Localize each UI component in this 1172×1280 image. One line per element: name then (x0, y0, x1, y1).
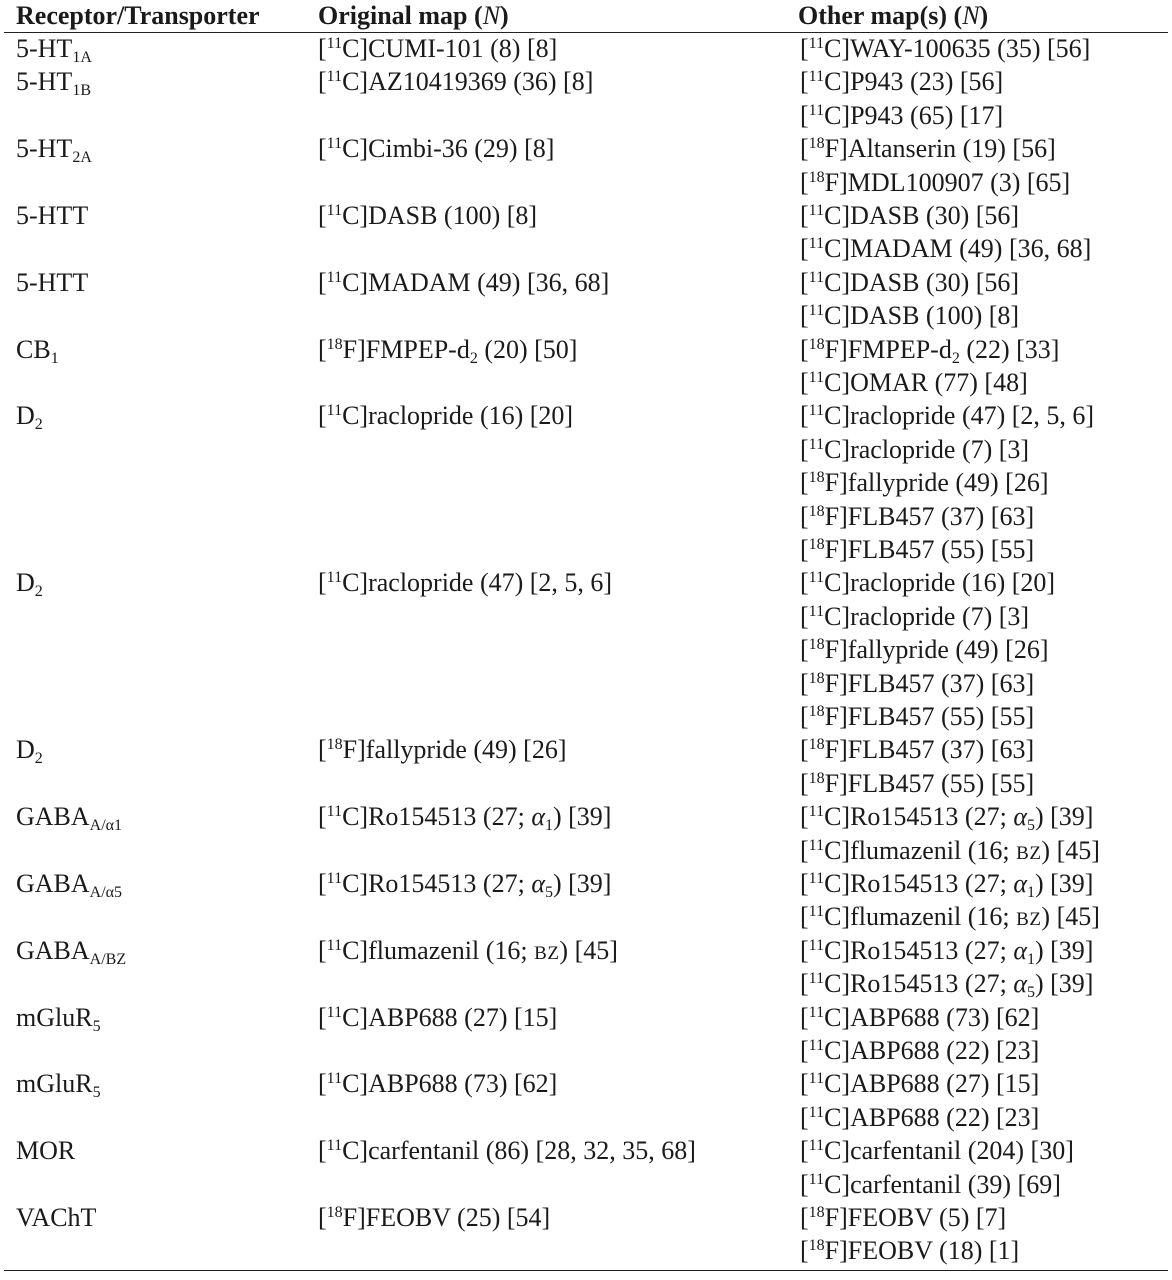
other-map-cell: [$^{18}$F]FLB457 (55) [55] (800, 768, 1035, 798)
other-map-cell: [$^{11}$C]Ro154513 (27; $\alpha_5$) [39] (800, 802, 1094, 835)
original-map-cell: $[^{18}F]FMPEP-d_2$ (20) [50] (318, 334, 578, 367)
receptor-cell: $CB_1$ (16, 334, 59, 367)
receptor-cell: $D_2$ (16, 568, 43, 601)
other-map-cell: [$^{18}$F]FLB457 (37) [63] (800, 668, 1035, 698)
other-map-cell: $[^{18}F]FMPEP-d_2$ (22) [33] (800, 334, 1060, 367)
other-map-cell: [$^{11}$C]Ro154513 (27; $\alpha_1$) [39] (800, 935, 1094, 968)
other-map-cell: [$^{11}$C]raclopride (47) [2, 5, 6] (800, 401, 1095, 431)
header-receptor (16, 0, 260, 31)
other-map-cell: [$^{11}$C]flumazenil (16; BZ) [45] (800, 902, 1100, 932)
original-map-cell: [$^{11}$C]MADAM (49) [36, 68] (318, 267, 610, 297)
other-map-cell: [$^{11}$C]raclopride (7) [3] (800, 434, 1030, 464)
receptor-cell: 5-HTT (16, 201, 89, 230)
other-map-cell: [$^{11}$C]MADAM (49) [36, 68] (800, 234, 1092, 264)
header-receptor-label: Receptor/Transporter (16, 1, 260, 30)
header-original-map: Original map (N) (318, 1, 509, 30)
other-map-cell: [$^{18}$F]MDL100907 (3) [65] (800, 167, 1071, 197)
other-map-cell: [$^{18}$F]FEOBV (5) [7] (800, 1203, 1007, 1232)
original-map-cell: [$^{11}$C]carfentanil (86) [28, 32, 35, 68] (318, 1136, 696, 1166)
original-map-cell: [$^{11}$C]Cimbi-36 (29) [8] (318, 134, 555, 164)
other-map-cell: [$^{11}$C]carfentanil (204) [30] (800, 1136, 1074, 1166)
other-map-cell: [$^{18}$F]Altanserin (19) [56] (800, 134, 1056, 164)
other-map-cell: [$^{11}$C]carfentanil (39) [69] (800, 1169, 1061, 1199)
other-map-cell: [$^{11}$C]ABP688 (73) [62] (800, 1002, 1040, 1032)
other-map-cell: [$^{11}$C]P943 (23) [56] (800, 67, 1004, 97)
original-map-cell: [$^{11}$C]ABP688 (27) [15] (318, 1002, 558, 1032)
original-map-cell: [$^{11}$C]ABP688 (73) [62] (318, 1069, 558, 1099)
other-map-cell: [$^{11}$C]ABP688 (27) [15] (800, 1069, 1040, 1099)
original-map-cell: [$^{11}$C]flumazenil (16; BZ) [45] (318, 935, 618, 965)
original-map-cell: [$^{11}$C]Ro154513 (27; $\alpha_5$) [39] (318, 869, 612, 901)
original-map-cell: [$^{11}$C]CUMI-101 (8) [8] (318, 34, 558, 63)
receptor-cell: $5-HT_{1A}$ (16, 34, 92, 66)
original-map-cell: [$^{11}$C]DASB (100) [8] (318, 201, 538, 230)
receptor-cell: $5-HT_{1B}$ (16, 67, 91, 100)
other-map-cell: [$^{18}$F]FLB457 (37) [63] (800, 735, 1035, 765)
other-map-cell: [$^{18}$F]FLB457 (37) [63] (800, 501, 1035, 531)
other-map-cell: [$^{11}$C]WAY-100635 (35) [56] (800, 34, 1091, 63)
other-map-cell: [$^{11}$C]P943 (65) [17] (800, 100, 1004, 130)
receptor-cell: mGluR$_5$ (16, 1069, 101, 1102)
other-map-cell: [$^{18}$F]fallypride (49) [26] (800, 468, 1049, 498)
header-other-maps: Other map(s) (N) (798, 1, 989, 30)
receptor-cell: $GABA_{A/\alpha 5}$ (16, 869, 123, 901)
other-map-cell: [$^{18}$F]fallypride (49) [26] (800, 635, 1049, 665)
header-other-n: N (962, 1, 980, 30)
other-map-cell: [$^{11}$C]DASB (30) [56] (800, 267, 1020, 297)
original-map-cell: [$^{11}$C]raclopride (16) [20] (318, 401, 574, 431)
receptor-cell: $5-HT_{2A}$ (16, 134, 92, 167)
other-map-cell: [$^{18}$F]FEOBV (18) [1] (800, 1236, 1020, 1266)
receptor-cell: $GABA_{A/BZ}$ (16, 935, 127, 968)
other-map-cell: [$^{11}$C]Ro154513 (27; $\alpha_5$) [39] (800, 969, 1094, 1002)
other-map-cell: [$^{11}$C]OMAR (77) [48] (800, 368, 1028, 397)
header-original-label: Original map (318, 1, 468, 30)
other-map-cell: [$^{11}$C]DASB (100) [8] (800, 301, 1020, 331)
receptor-cell: 5-HTT (16, 267, 89, 297)
original-map-cell: [$^{18}$F]fallypride (49) [26] (318, 735, 567, 765)
receptor-cell: $D_2$ (16, 401, 43, 434)
other-map-cell: [$^{11}$C]raclopride (16) [20] (800, 568, 1056, 598)
bottom-rule (4, 1270, 1168, 1271)
other-map-cell: [$^{11}$C]flumazenil (16; BZ) [45] (800, 835, 1100, 865)
receptor-cell: MOR (16, 1136, 76, 1166)
other-map-cell: [$^{11}$C]ABP688 (22) [23] (800, 1102, 1040, 1132)
other-map-cell: [$^{11}$C]raclopride (7) [3] (800, 601, 1030, 631)
other-map-cell: [$^{11}$C]Ro154513 (27; $\alpha_1$) [39] (800, 869, 1094, 901)
other-map-cell: [$^{11}$C]ABP688 (22) [23] (800, 1036, 1040, 1065)
header-other-label: Other map(s) (798, 1, 948, 30)
receptor-cell: VAChT (16, 1203, 97, 1232)
other-map-cell: [$^{18}$F]FLB457 (55) [55] (800, 535, 1035, 564)
original-map-cell: [$^{18}$F]FEOBV (25) [54] (318, 1203, 551, 1232)
receptor-cell: mGluR$_5$ (16, 1002, 101, 1035)
other-map-cell: [$^{11}$C]DASB (30) [56] (800, 201, 1020, 230)
original-map-cell: [$^{11}$C]AZ10419369 (36) [8] (318, 67, 594, 97)
other-map-cell: [$^{18}$F]FLB457 (55) [55] (800, 702, 1035, 731)
receptor-cell: $D_2$ (16, 735, 43, 768)
receptor-cell: $GABA_{A/\alpha 1}$ (16, 802, 123, 835)
header-original-n: N (482, 1, 501, 30)
original-map-cell: [$^{11}$C]raclopride (47) [2, 5, 6] (318, 568, 613, 598)
original-map-cell: [$^{11}$C]Ro154513 (27; $\alpha_1$) [39] (318, 802, 612, 835)
